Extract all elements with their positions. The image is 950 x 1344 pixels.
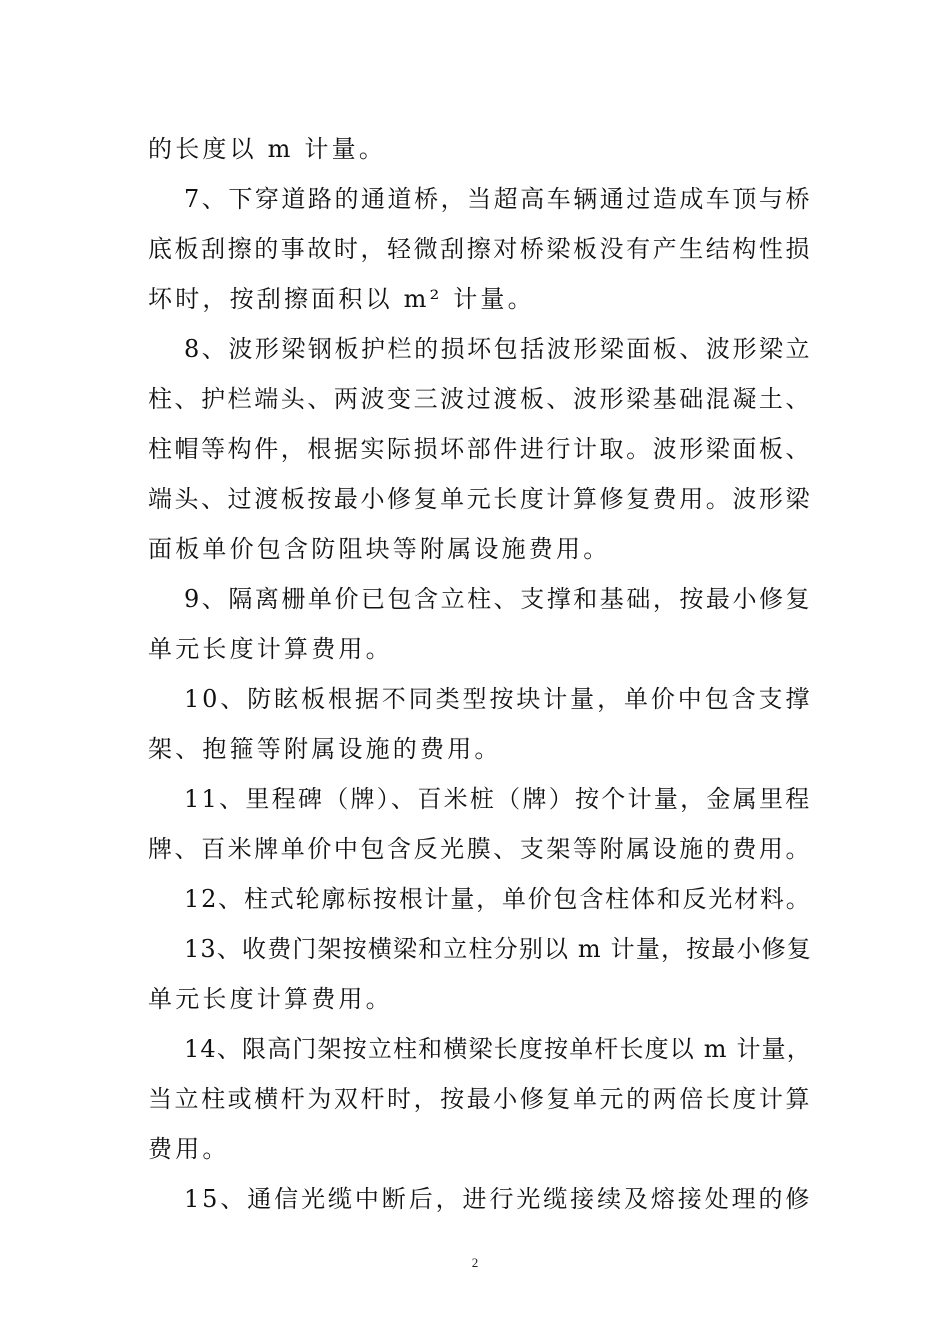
text-line: 的长度以 m 计量。 bbox=[148, 135, 387, 163]
text-line: 坏时，按刮擦面积以 m² 计量。 bbox=[148, 285, 535, 313]
text-line: 底板刮擦的事故时，轻微刮擦对桥梁板没有产生结构性损 bbox=[148, 235, 812, 263]
text-line: 12、柱式轮廓标按根计量，单价包含柱体和反光材料。 bbox=[184, 885, 812, 913]
page-number: 2 bbox=[471, 1255, 479, 1270]
text-line: 当立柱或横杆为双杆时，按最小修复单元的两倍长度计算 bbox=[148, 1085, 812, 1113]
text-line: 13、收费门架按横梁和立柱分别以 m 计量，按最小修复 bbox=[184, 935, 812, 963]
text-line: 8、波形梁钢板护栏的损坏包括波形梁面板、波形梁立 bbox=[184, 335, 813, 363]
text-line: 柱帽等构件，根据实际损坏部件进行计取。波形梁面板、 bbox=[148, 435, 812, 463]
text-line: 7、下穿道路的通道桥，当超高车辆通过造成车顶与桥 bbox=[184, 185, 813, 213]
text-line: 面板单价包含防阻块等附属设施费用。 bbox=[148, 535, 611, 563]
text-line: 柱、护栏端头、两波变三波过渡板、波形梁基础混凝土、 bbox=[148, 385, 812, 413]
text-line: 费用。 bbox=[148, 1135, 230, 1163]
text-line: 牌、百米牌单价中包含反光膜、支架等附属设施的费用。 bbox=[148, 835, 812, 863]
text-line: 10、防眩板根据不同类型按块计量，单价中包含支撑 bbox=[184, 685, 813, 713]
text-line: 架、抱箍等附属设施的费用。 bbox=[148, 735, 502, 763]
text-line: 14、限高门架按立柱和横梁长度按单杆长度以 m 计量， bbox=[184, 1035, 812, 1063]
text-line: 单元长度计算费用。 bbox=[148, 635, 393, 663]
text-line: 9、隔离栅单价已包含立柱、支撑和基础，按最小修复 bbox=[184, 585, 813, 613]
text-line: 11、里程碑（牌）、百米桩（牌）按个计量，金属里程 bbox=[184, 785, 812, 813]
text-line: 端头、过渡板按最小修复单元长度计算修复费用。波形梁 bbox=[148, 485, 812, 513]
text-line: 单元长度计算费用。 bbox=[148, 985, 393, 1013]
text-line: 15、通信光缆中断后，进行光缆接续及熔接处理的修 bbox=[184, 1185, 813, 1213]
